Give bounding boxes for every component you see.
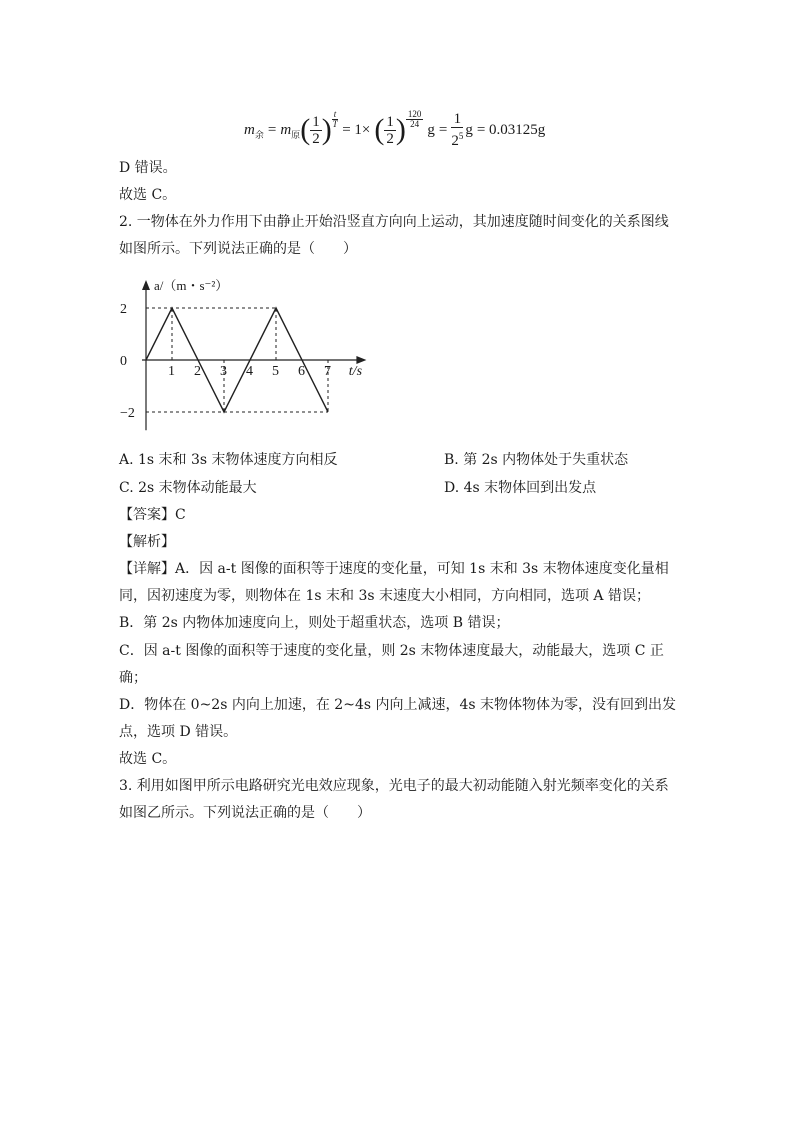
y-tick-label: 2 xyxy=(120,302,127,317)
formula-sub-original: 原 xyxy=(291,129,301,140)
detail-line-2: 同，因初速度为零，则物体在 1s 末和 3s 末速度大小相同，方向相同，选项 A 错误； xyxy=(119,588,650,604)
x-tick-label: 5 xyxy=(272,364,279,379)
y-axis-label: a/（m・s⁻²） xyxy=(154,278,229,293)
formula-m: m xyxy=(244,121,255,138)
formula-g-1: g xyxy=(427,121,435,138)
analysis-heading: 【解析】 xyxy=(119,534,175,550)
x-tick-label: 2 xyxy=(194,364,201,379)
option-c: C. 2s 末物体动能最大 xyxy=(119,480,257,496)
x-tick-label: 1 xyxy=(168,364,175,379)
formula-m0: m xyxy=(280,121,292,138)
formula-half-2: $\frac{1}{2}$ xyxy=(386,113,394,147)
question-3-line-2: 如图乙所示。下列说法正确的是（ ） xyxy=(119,805,371,821)
y-tick-label: −2 xyxy=(120,406,135,421)
formula-half-1: $\frac{1}{2}$ xyxy=(312,113,320,147)
detail-line-4: C．因 a-t 图像的面积等于速度的变化量，则 2s 末物体速度最大，动能最大，选项 C 正 xyxy=(119,643,664,659)
answer-line: 【答案】C xyxy=(119,507,186,523)
formula-equals-3: = xyxy=(438,121,448,138)
d-wrong-line: D 错误。 xyxy=(119,160,177,176)
option-b: B. 第 2s 内物体处于失重状态 xyxy=(444,452,629,468)
x-axis-label: t/s xyxy=(348,364,363,379)
detail-line-7: 点，选项 D 错误。 xyxy=(119,724,238,740)
choose-c-line-2: 故选 C。 xyxy=(119,751,177,767)
y-axis-arrow xyxy=(142,280,150,290)
x-tick-label: 4 xyxy=(246,364,253,379)
x-tick-label: 3 xyxy=(220,364,227,379)
formula-exponent-120-over-24: $\frac{120}{24}$ xyxy=(407,108,422,129)
option-d: D. 4s 末物体回到出发点 xyxy=(444,480,597,496)
question-3-line-1: 3. 利用如图甲所示电路研究光电效应现象，光电子的最大初动能随入射光频率变化的关系 xyxy=(119,778,669,794)
detail-line-5: 确； xyxy=(119,670,147,686)
choose-c-line-1: 故选 C。 xyxy=(119,187,177,203)
formula-one-over-2-pow-5: $\frac{1}{2^5}$ xyxy=(451,111,464,149)
x-tick-label: 6 xyxy=(298,364,305,379)
decay-formula: m $_余$ = m $_原$ ( $\frac{1}{2}$ ) $\frac{t}{T}$ = 1× ( $\frac{1}{2}$ ) $\frac{120}{24}$ g = $\frac{1}{2^5}$ g = 0.03125g xyxy=(244,108,546,149)
option-a: A. 1s 末和 3s 末物体速度方向相反 xyxy=(119,452,338,468)
detail-line-3: B．第 2s 内物体加速度向上，则处于超重状态，选项 B 错误； xyxy=(119,615,510,631)
formula-equals-2: = 1× xyxy=(342,121,371,138)
formula-equals-1: = xyxy=(267,121,277,138)
acceleration-time-chart xyxy=(118,270,378,435)
question-2-line-2: 如图所示。下列说法正确的是（ ） xyxy=(119,241,357,257)
detail-line-1: 【详解】A．因 a-t 图像的面积等于速度的变化量，可知 1s 末和 3s 末物体速度变化量相 xyxy=(119,561,669,577)
y-tick-label: 0 xyxy=(120,354,127,369)
x-axis-arrow xyxy=(356,356,366,364)
question-2-line-1: 2. 一物体在外力作用下由静止开始沿竖直方向向上运动，其加速度随时间变化的关系图线 xyxy=(119,214,669,230)
detail-line-6: D．物体在 0~2s 内向上加速，在 2~4s 内向上减速，4s 末物体物体为零，没有回到出发 xyxy=(119,697,677,713)
formula-sub-remaining: 余 xyxy=(254,129,264,140)
formula-exponent-t-over-T: $\frac{t}{T}$ xyxy=(332,108,338,129)
formula-result: = 0.03125g xyxy=(476,121,546,138)
formula-g-2: g xyxy=(465,121,473,138)
x-tick-label: 7 xyxy=(324,364,331,379)
